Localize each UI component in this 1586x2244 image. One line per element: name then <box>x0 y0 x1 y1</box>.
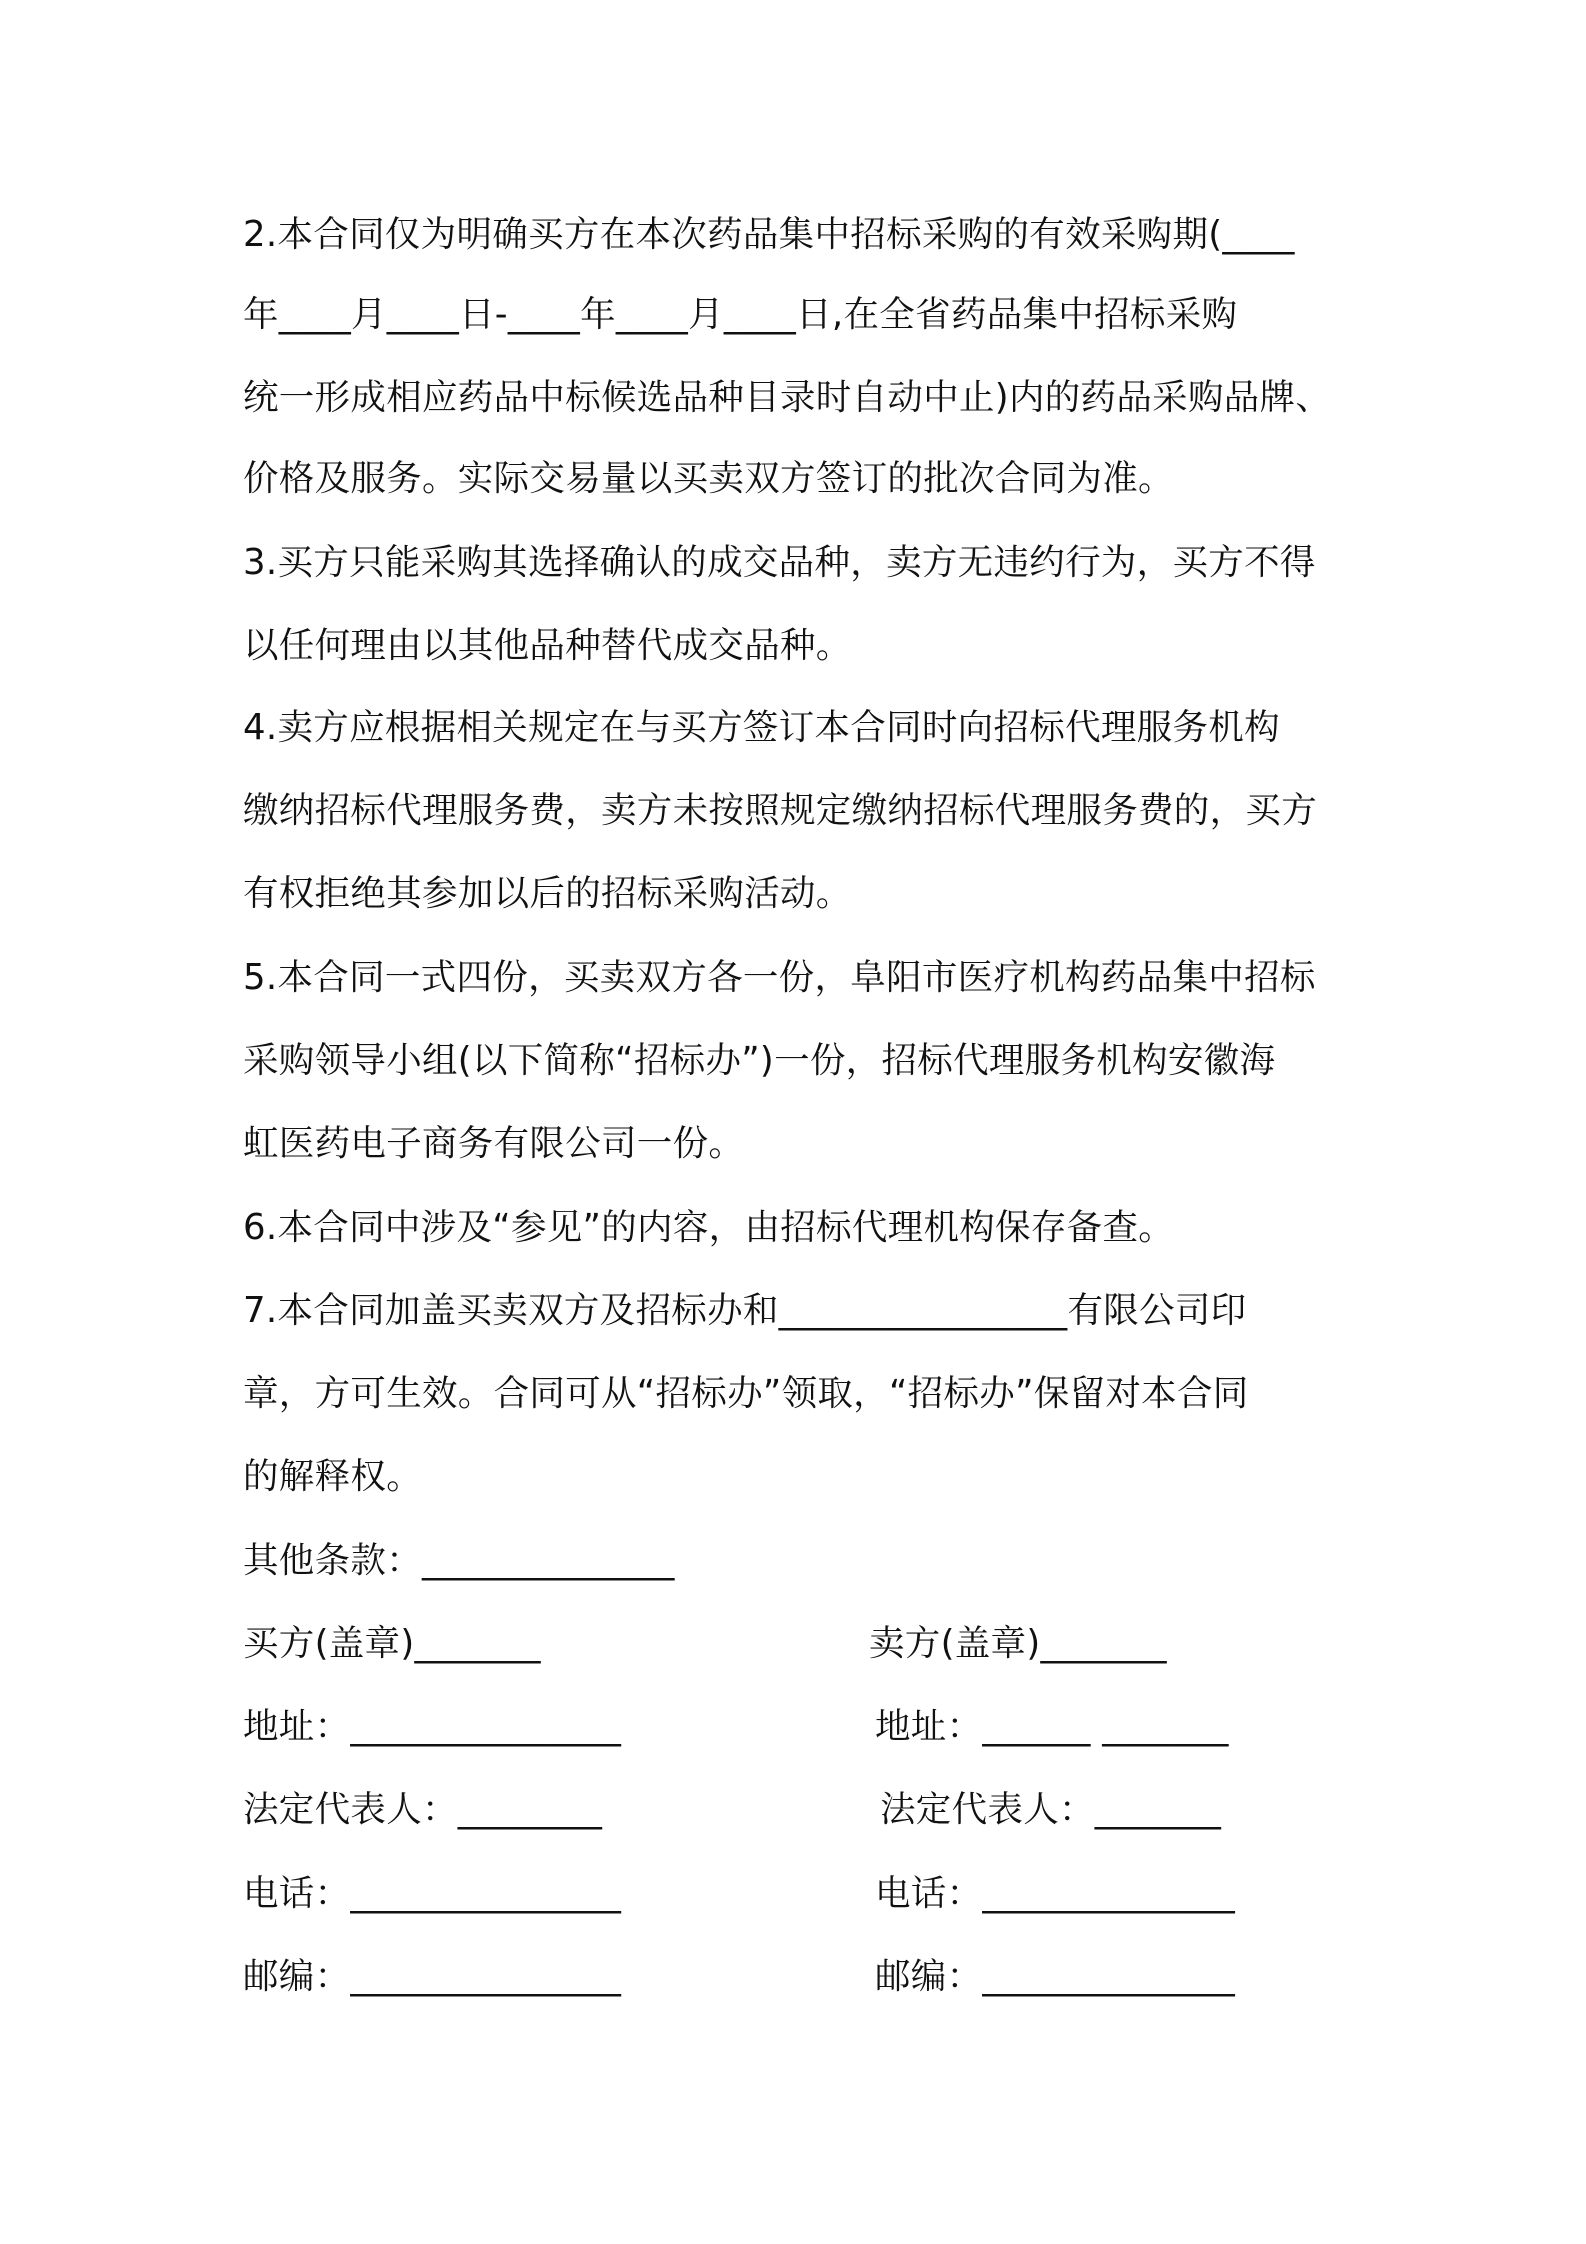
clause-line: 缴纳招标代理服务费，卖方未按照规定缴纳招标代理服务费的，买方 <box>243 790 1318 831</box>
clause-line: 3.买方只能采购其选择确认的成交品种，卖方无违约行为，买方不得 <box>243 542 1316 583</box>
seller-address: 地址：______ _______ <box>875 1706 1229 1747</box>
clause-line: 6.本合同中涉及“参见”的内容，由招标代理机构保存备查。 <box>243 1207 1175 1248</box>
buyer-postcode: 邮编：_______________ <box>243 1956 622 1997</box>
clause-line: 以任何理由以其他品种替代成交品种。 <box>243 625 852 666</box>
buyer-address: 地址：_______________ <box>243 1706 622 1747</box>
buyer-phone: 电话：_______________ <box>243 1873 622 1914</box>
clause-line: 的解释权。 <box>243 1456 423 1497</box>
seller-seal: 卖方(盖章)_______ <box>869 1623 1167 1664</box>
clause-line: 统一形成相应药品中标候选品种目录时自动中止)内的药品采购品牌、 <box>243 377 1332 418</box>
clause-line: 7.本合同加盖买卖双方及招标办和________________有限公司印 <box>243 1290 1247 1331</box>
clause-line: 虹医药电子商务有限公司一份。 <box>243 1123 745 1164</box>
clause-line: 价格及服务。实际交易量以买卖双方签订的批次合同为准。 <box>243 458 1174 499</box>
other-terms: 其他条款：______________ <box>243 1540 675 1581</box>
clause-line: 2.本合同仅为明确买方在本次药品集中招标采购的有效采购期(____ <box>243 214 1295 255</box>
clause-line: 4.卖方应根据相关规定在与买方签订本合同时向招标代理服务机构 <box>243 707 1280 748</box>
clause-line: 年____月____日-____年____月____日,在全省药品集中招标采购 <box>243 294 1238 335</box>
clause-line: 5.本合同一式四份，买卖双方各一份，阜阳市医疗机构药品集中招标 <box>243 957 1316 998</box>
seller-postcode: 邮编：______________ <box>875 1956 1236 1997</box>
buyer-legal-rep: 法定代表人：________ <box>243 1789 603 1830</box>
clause-line: 采购领导小组(以下简称“招标办”)一份，招标代理服务机构安徽海 <box>243 1040 1276 1081</box>
seller-phone: 电话：______________ <box>875 1873 1236 1914</box>
buyer-seal: 买方(盖章)_______ <box>243 1623 541 1664</box>
clause-line: 章，方可生效。合同可从“招标办”领取，“招标办”保留对本合同 <box>243 1373 1249 1414</box>
seller-legal-rep: 法定代表人：_______ <box>880 1789 1222 1830</box>
clause-line: 有权拒绝其参加以后的招标采购活动。 <box>243 873 852 914</box>
